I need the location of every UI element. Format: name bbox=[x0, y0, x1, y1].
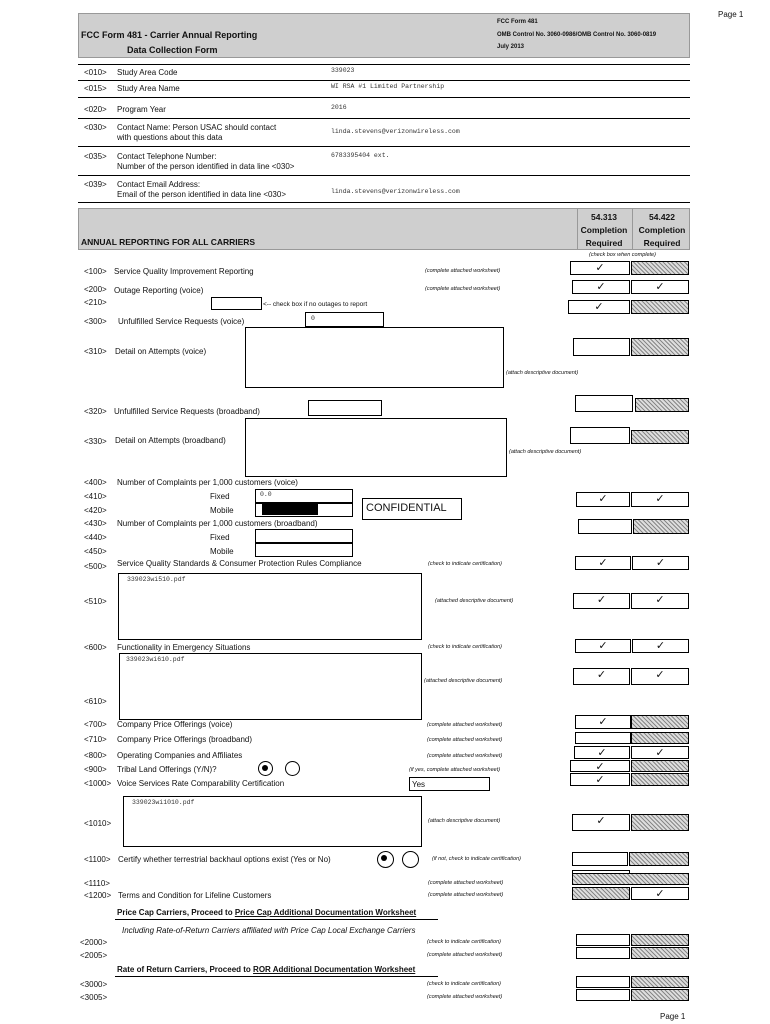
rate-comparability-file-name[interactable]: 339023wi1010.pdf bbox=[132, 799, 195, 806]
complaints-voice-fixed-input[interactable]: 0.0 bbox=[255, 489, 353, 503]
row-1000-code: <1000> bbox=[84, 779, 112, 788]
row-100-note: (complete attached worksheet) bbox=[425, 268, 501, 274]
confidential-stamp: CONFIDENTIAL bbox=[362, 498, 462, 520]
detail-voice-textarea[interactable] bbox=[245, 327, 504, 388]
ror-worksheet-link[interactable]: ROR Additional Documentation Worksheet bbox=[253, 965, 416, 974]
row-430-na-422 bbox=[633, 519, 689, 534]
row-3005-na-422 bbox=[631, 989, 689, 1001]
row-610-check-313[interactable]: ✓ bbox=[573, 668, 630, 685]
row-035-label2: Number of the person identified in data line <030> bbox=[117, 162, 295, 171]
row-200-check-422[interactable]: ✓ bbox=[631, 280, 689, 294]
omb-control: OMB Control No. 3060-0986/OMB Control No. 3060-0819 bbox=[497, 32, 657, 38]
row-2000-code: <2000> bbox=[80, 938, 108, 947]
program-year-value[interactable]: 2016 bbox=[331, 104, 347, 111]
study-area-code-value[interactable]: 339023 bbox=[331, 67, 355, 74]
tribal-no-radio[interactable] bbox=[285, 761, 300, 776]
row-1200-code: <1200> bbox=[84, 891, 112, 900]
row-035-label: Contact Telephone Number: bbox=[117, 152, 217, 161]
row-400-code: <400> bbox=[84, 478, 107, 487]
form-number: FCC Form 481 bbox=[497, 19, 538, 25]
row-410-label: Fixed bbox=[210, 492, 230, 501]
row-310-note: (attach descriptive document) bbox=[506, 370, 579, 376]
pricecap-worksheet-link[interactable]: Price Cap Additional Documentation Worksheet bbox=[234, 908, 417, 917]
row-039-label2: Email of the person identified in data line <030> bbox=[117, 190, 287, 199]
page-number-bottom: Page 1 bbox=[660, 1012, 686, 1021]
contact-name-value[interactable]: linda.stevens@verizonwireless.com bbox=[331, 128, 460, 135]
row-020-label: Program Year bbox=[117, 105, 166, 114]
rate-comparability-select[interactable]: Yes bbox=[409, 777, 490, 791]
unfulfilled-voice-input[interactable]: 0 bbox=[305, 312, 384, 327]
contact-phone-value[interactable]: 6783395404 ext. bbox=[331, 152, 390, 159]
row-330-check-313[interactable] bbox=[570, 427, 630, 444]
row-450-label: Mobile bbox=[210, 547, 234, 556]
row-1010-note: (attach descriptive document) bbox=[428, 818, 501, 824]
row-039-label: Contact Email Address: bbox=[117, 180, 201, 189]
row-200-note: (complete attached worksheet) bbox=[425, 286, 501, 292]
row-2005-note: (complete attached worksheet) bbox=[427, 952, 503, 958]
row-600-check-313[interactable]: ✓ bbox=[575, 639, 631, 653]
row-610-note: (attached descriptive document) bbox=[424, 678, 503, 684]
row-310-code: <310> bbox=[84, 347, 107, 356]
row-800-code: <800> bbox=[84, 751, 107, 760]
row-1100-code: <1100> bbox=[84, 855, 111, 864]
row-3000-code: <3000> bbox=[80, 980, 108, 989]
row-1000-check-313[interactable]: ✓ bbox=[570, 773, 630, 786]
row-500-note: (check to indicate certification) bbox=[428, 561, 502, 567]
row-3000-na-422 bbox=[631, 976, 689, 988]
complaints-bb-mobile-input[interactable] bbox=[255, 543, 353, 557]
row-015-label: Study Area Name bbox=[117, 84, 180, 93]
row-320-na-422 bbox=[635, 398, 689, 412]
row-2005-code: <2005> bbox=[80, 951, 108, 960]
row-310-check-313[interactable] bbox=[573, 338, 630, 356]
row-320-label: Unfulfilled Service Requests (broadband) bbox=[114, 407, 260, 416]
row-900-na-422 bbox=[631, 760, 689, 772]
row-210-note: <-- check box if no outages to report bbox=[263, 301, 368, 308]
row-430-code: <430> bbox=[84, 519, 107, 528]
row-500-code: <500> bbox=[84, 562, 107, 571]
row-100-na-422 bbox=[631, 261, 689, 275]
row-800-check-313[interactable]: ✓ bbox=[574, 746, 630, 759]
row-210-code: <210> bbox=[84, 298, 107, 307]
row-035-code: <035> bbox=[84, 152, 107, 161]
row-300-code: <300> bbox=[84, 317, 107, 326]
row-1200-na-313 bbox=[572, 887, 630, 900]
row-3000-note: (check to indicate certification) bbox=[427, 981, 501, 987]
row-030-label: Contact Name: Person USAC should contact bbox=[117, 123, 277, 132]
row-700-na-422 bbox=[631, 715, 689, 729]
row-200-label: Outage Reporting (voice) bbox=[114, 286, 204, 295]
row-610-check-422[interactable]: ✓ bbox=[631, 668, 689, 685]
row-700-code: <700> bbox=[84, 720, 107, 729]
row-1200-note: (complete attached worksheet) bbox=[428, 892, 504, 898]
backhaul-no-radio[interactable] bbox=[402, 851, 419, 868]
row-1000-na-422 bbox=[631, 773, 689, 786]
row-800-check-422[interactable]: ✓ bbox=[631, 746, 689, 759]
row-310-na-422 bbox=[631, 338, 689, 356]
row-330-na-422 bbox=[631, 430, 689, 444]
row-500-label: Service Quality Standards & Consumer Protection Rules Compliance bbox=[117, 559, 362, 568]
row-420-code: <420> bbox=[84, 506, 107, 515]
row-430-label: Number of Complaints per 1,000 customers (broadband) bbox=[117, 519, 318, 528]
tribal-yes-radio[interactable] bbox=[258, 761, 273, 776]
row-410-code: <410> bbox=[84, 492, 107, 501]
contact-email-value[interactable]: linda.stevens@verizonwireless.com bbox=[331, 188, 460, 195]
row-320-code: <320> bbox=[84, 407, 107, 416]
row-2005-check-313[interactable] bbox=[576, 947, 630, 959]
form-title: FCC Form 481 - Carrier Annual Reporting bbox=[81, 30, 258, 40]
row-3005-note: (complete attached worksheet) bbox=[427, 994, 503, 1000]
row-330-note: (attach descriptive document) bbox=[509, 449, 582, 455]
col-54-313-header: 54.313 Completion Required bbox=[580, 212, 628, 248]
row-2005-na-422 bbox=[631, 947, 689, 959]
row-015-code: <015> bbox=[84, 84, 107, 93]
page-number-top: Page 1 bbox=[718, 10, 744, 19]
row-510-code: <510> bbox=[84, 597, 107, 606]
row-410-check-422[interactable]: ✓ bbox=[631, 492, 689, 507]
row-039-code: <039> bbox=[84, 180, 107, 189]
row-600-code: <600> bbox=[84, 643, 107, 652]
row-200-code: <200> bbox=[84, 285, 107, 294]
row-900-check-313[interactable]: ✓ bbox=[570, 760, 630, 772]
row-600-check-422[interactable]: ✓ bbox=[632, 639, 689, 653]
rate-comparability-document-box[interactable] bbox=[123, 796, 422, 847]
row-710-label: Company Price Offerings (broadband) bbox=[117, 735, 253, 744]
row-1110-na bbox=[572, 873, 689, 885]
row-030-code: <030> bbox=[84, 123, 107, 132]
row-3000-check-313[interactable] bbox=[576, 976, 630, 988]
row-1000-label: Voice Services Rate Comparability Certification bbox=[117, 779, 285, 788]
row-1010-check-313[interactable]: ✓ bbox=[572, 814, 630, 831]
backhaul-yes-radio[interactable] bbox=[377, 851, 394, 868]
row-010-label: Study Area Code bbox=[117, 68, 178, 77]
row-100-check-313[interactable]: ✓ bbox=[570, 261, 630, 275]
row-700-check-313[interactable]: ✓ bbox=[575, 715, 631, 729]
row-330-label: Detail on Attempts (broadband) bbox=[115, 436, 226, 445]
no-outages-checkbox[interactable] bbox=[211, 297, 262, 310]
row-1100-check-313[interactable] bbox=[572, 852, 628, 866]
pricecap-heading: Price Cap Carriers, Proceed to Price Cap Additional Documentation Worksheet bbox=[117, 908, 417, 917]
row-010-code: <010> bbox=[84, 68, 107, 77]
row-100-label: Service Quality Improvement Reporting bbox=[114, 267, 254, 276]
row-1100-label: Certify whether terrestrial backhaul options exist (Yes or No) bbox=[118, 855, 331, 864]
row-710-code: <710> bbox=[84, 735, 107, 744]
row-410-check-313[interactable]: ✓ bbox=[576, 492, 630, 507]
row-030-label2: with questions about this data bbox=[117, 133, 223, 142]
row-600-note: (check to indicate certification) bbox=[428, 644, 502, 650]
row-510-check-422[interactable]: ✓ bbox=[631, 593, 689, 609]
row-330-code: <330> bbox=[84, 437, 107, 446]
col-54-422-header: 54.422 Completion Required bbox=[638, 212, 686, 248]
row-900-label: Tribal Land Offerings (Y/N)? bbox=[117, 765, 217, 774]
row-450-code: <450> bbox=[84, 547, 107, 556]
row-510-note: (attached descriptive document) bbox=[435, 598, 514, 604]
compliance-file-name[interactable]: 339023wi510.pdf bbox=[127, 576, 186, 583]
row-020-code: <020> bbox=[84, 105, 107, 114]
redaction-bar bbox=[262, 504, 318, 515]
row-700-note: (complete attached worksheet) bbox=[427, 722, 503, 728]
emergency-document-box[interactable] bbox=[119, 653, 422, 720]
row-710-check-313[interactable] bbox=[575, 732, 631, 744]
detail-broadband-textarea[interactable] bbox=[245, 418, 507, 477]
row-1110-code: <1110> bbox=[84, 879, 110, 888]
row-440-code: <440> bbox=[84, 533, 107, 542]
row-400-label: Number of Complaints per 1,000 customers (voice) bbox=[117, 478, 298, 487]
row-510-check-313[interactable]: ✓ bbox=[573, 593, 630, 609]
emergency-file-name[interactable]: 339023wi610.pdf bbox=[126, 656, 185, 663]
row-310-label: Detail on Attempts (voice) bbox=[115, 347, 207, 356]
row-500-check-422[interactable]: ✓ bbox=[632, 556, 689, 570]
section-title: ANNUAL REPORTING FOR ALL CARRIERS bbox=[81, 237, 256, 247]
row-210-na-422 bbox=[631, 300, 689, 314]
row-710-na-422 bbox=[631, 732, 689, 744]
row-300-label: Unfulfilled Service Requests (voice) bbox=[118, 317, 245, 326]
unfulfilled-broadband-input[interactable] bbox=[308, 400, 382, 416]
row-900-note: (if yes, complete attached worksheet) bbox=[409, 767, 501, 773]
row-1100-na-422 bbox=[629, 852, 689, 866]
row-500-check-313[interactable]: ✓ bbox=[575, 556, 631, 570]
check-note: (check box when complete) bbox=[589, 252, 656, 258]
row-430-check-313[interactable] bbox=[578, 519, 632, 534]
row-800-label: Operating Companies and Affiliates bbox=[117, 751, 243, 760]
row-320-check-313[interactable] bbox=[575, 395, 633, 412]
row-2000-check-313[interactable] bbox=[576, 934, 630, 946]
row-1200-check-422[interactable]: ✓ bbox=[631, 887, 689, 900]
row-2000-na-422 bbox=[631, 934, 689, 946]
row-1010-na-422 bbox=[631, 814, 689, 831]
study-area-name-value[interactable]: WI RSA #1 Limited Partnership bbox=[331, 83, 445, 90]
row-3005-check-313[interactable] bbox=[576, 989, 630, 1001]
row-700-label: Company Price Offerings (voice) bbox=[117, 720, 233, 729]
row-900-code: <900> bbox=[84, 765, 107, 774]
row-2000-note: (check to indicate certification) bbox=[427, 939, 501, 945]
row-440-label: Fixed bbox=[210, 533, 230, 542]
row-610-code: <610> bbox=[84, 697, 107, 706]
row-1200-label: Terms and Condition for Lifeline Customers bbox=[118, 891, 272, 900]
form-date: July 2013 bbox=[497, 44, 525, 50]
row-3005-code: <3005> bbox=[80, 993, 108, 1002]
row-210-check-313[interactable]: ✓ bbox=[568, 300, 630, 314]
row-1110-note: (complete attached worksheet) bbox=[428, 880, 504, 886]
row-800-note: (complete attached worksheet) bbox=[427, 753, 503, 759]
row-1100-note: (if not, check to indicate certification) bbox=[432, 856, 521, 862]
row-200-check-313[interactable]: ✓ bbox=[572, 280, 630, 294]
row-1010-code: <1010> bbox=[84, 819, 112, 828]
complaints-bb-fixed-input[interactable] bbox=[255, 529, 353, 543]
row-420-label: Mobile bbox=[210, 506, 234, 515]
row-710-note: (complete attached worksheet) bbox=[427, 737, 503, 743]
row-100-code: <100> bbox=[84, 267, 107, 276]
pricecap-subheading: Including Rate-of-Return Carriers affiliated with Price Cap Local Exchange Carriers bbox=[122, 926, 416, 935]
form-subtitle: Data Collection Form bbox=[127, 45, 218, 55]
row-600-label: Functionality in Emergency Situations bbox=[117, 643, 251, 652]
ror-heading: Rate of Return Carriers, Proceed to ROR Additional Documentation Worksheet bbox=[117, 965, 416, 974]
compliance-document-box[interactable] bbox=[118, 573, 422, 640]
